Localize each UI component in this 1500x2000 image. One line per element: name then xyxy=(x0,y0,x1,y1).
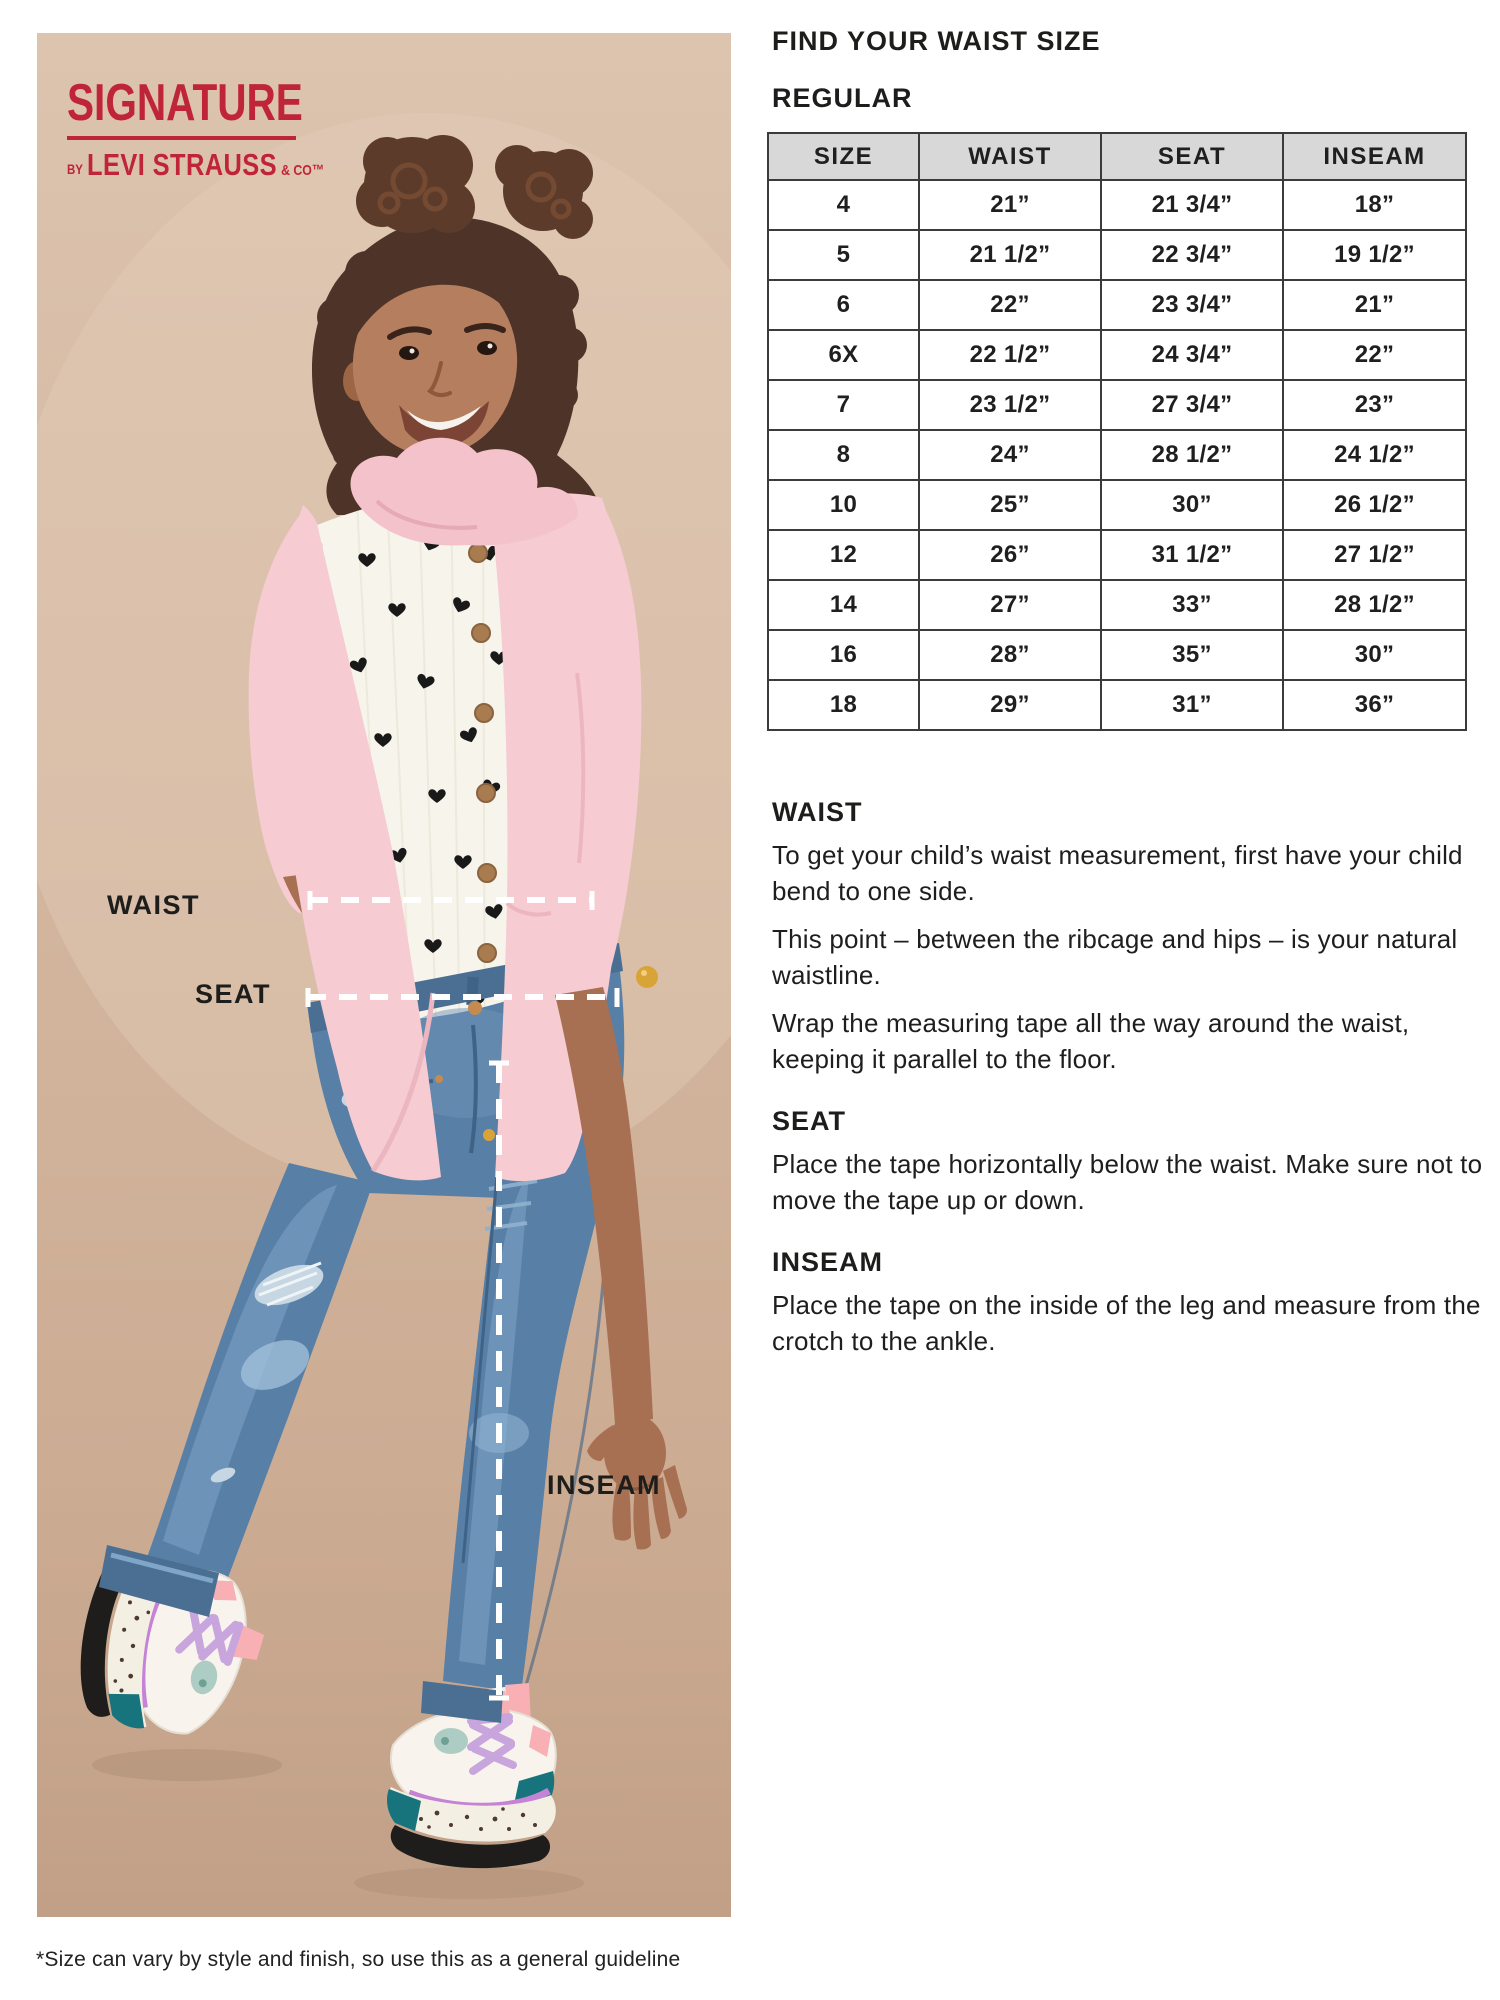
waist-section-title: WAIST xyxy=(772,797,863,827)
waist-cell: 22” xyxy=(919,280,1101,330)
inseam-cell: 24 1/2” xyxy=(1283,430,1466,480)
fit-subtitle: REGULAR xyxy=(772,83,913,113)
inseam-cell: 27 1/2” xyxy=(1283,530,1466,580)
waist-cell: 22 1/2” xyxy=(919,330,1101,380)
size-cell: 6 xyxy=(768,280,919,330)
size-cell: 7 xyxy=(768,380,919,430)
table-row xyxy=(768,330,1466,380)
waist-cell: 24” xyxy=(919,430,1101,480)
seat-cell: 22 3/4” xyxy=(1101,230,1283,280)
size-cell: 16 xyxy=(768,630,919,680)
table-row xyxy=(768,380,1466,430)
model-photo-panel xyxy=(37,33,731,1917)
inseam-cell: 30” xyxy=(1283,630,1466,680)
logo-co-text: & CO™ xyxy=(281,162,325,179)
inseam-cell: 28 1/2” xyxy=(1283,580,1466,630)
size-cell: 6X xyxy=(768,330,919,380)
size-cell: 5 xyxy=(768,230,919,280)
seat-measure-label: SEAT xyxy=(195,979,272,1009)
waist-measure-label: WAIST xyxy=(107,890,200,920)
waist-cell: 21” xyxy=(919,180,1101,230)
column-header-seat: SEAT xyxy=(1101,133,1283,180)
inseam-cell: 36” xyxy=(1283,680,1466,730)
seat-cell: 31” xyxy=(1101,680,1283,730)
table-row xyxy=(768,180,1466,230)
girl-photo-illustration xyxy=(37,33,731,1917)
table-row xyxy=(768,430,1466,480)
page-title: FIND YOUR WAIST SIZE xyxy=(772,26,1101,56)
waist-cell: 23 1/2” xyxy=(919,380,1101,430)
waist-cell: 21 1/2” xyxy=(919,230,1101,280)
inseam-cell: 21” xyxy=(1283,280,1466,330)
table-row xyxy=(768,580,1466,630)
inseam-section-title: INSEAM xyxy=(772,1247,884,1277)
waist-paragraph-1: To get your child’s waist measurement, first have your child bend to one side. xyxy=(772,840,1463,906)
size-chart-table xyxy=(767,132,1467,731)
table-header-row xyxy=(768,133,1466,180)
logo-brand-text: SIGNATURE xyxy=(67,74,303,132)
waist-cell: 28” xyxy=(919,630,1101,680)
column-header-size: SIZE xyxy=(768,133,919,180)
seat-cell: 23 3/4” xyxy=(1101,280,1283,330)
inseam-cell: 22” xyxy=(1283,330,1466,380)
inseam-measure-label: INSEAM xyxy=(547,1470,662,1500)
table-row xyxy=(768,630,1466,680)
seat-cell: 31 1/2” xyxy=(1101,530,1283,580)
waist-paragraph-2: This point – between the ribcage and hips – is your natural waistline. xyxy=(772,924,1458,990)
size-cell: 10 xyxy=(768,480,919,530)
table-row xyxy=(768,530,1466,580)
inseam-cell: 23” xyxy=(1283,380,1466,430)
inseam-cell: 19 1/2” xyxy=(1283,230,1466,280)
seat-cell: 21 3/4” xyxy=(1101,180,1283,230)
logo-underline xyxy=(67,136,296,140)
measurement-instructions xyxy=(772,798,1486,1371)
waist-cell: 25” xyxy=(919,480,1101,530)
table-row xyxy=(768,280,1466,330)
column-header-waist: WAIST xyxy=(919,133,1101,180)
seat-cell: 27 3/4” xyxy=(1101,380,1283,430)
logo-name-text: LEVI STRAUSS xyxy=(87,147,278,182)
table-row xyxy=(768,480,1466,530)
inseam-cell: 18” xyxy=(1283,180,1466,230)
size-cell: 12 xyxy=(768,530,919,580)
column-header-inseam: INSEAM xyxy=(1283,133,1466,180)
size-disclaimer-footnote: *Size can vary by style and finish, so use this as a general guideline xyxy=(36,1948,681,1971)
seat-cell: 28 1/2” xyxy=(1101,430,1283,480)
size-cell: 14 xyxy=(768,580,919,630)
seat-paragraph: Place the tape horizontally below the waist. Make sure not to move the tape up or down. xyxy=(772,1149,1483,1215)
inseam-paragraph: Place the tape on the inside of the leg and measure from the crotch to the ankle. xyxy=(772,1290,1481,1356)
seat-cell: 30” xyxy=(1101,480,1283,530)
inseam-cell: 26 1/2” xyxy=(1283,480,1466,530)
waist-cell: 26” xyxy=(919,530,1101,580)
size-cell: 4 xyxy=(768,180,919,230)
seat-cell: 24 3/4” xyxy=(1101,330,1283,380)
signature-levi-strauss-logo xyxy=(67,74,381,182)
table-row xyxy=(768,230,1466,280)
logo-by-text: BY xyxy=(67,161,83,177)
waist-paragraph-3: Wrap the measuring tape all the way around the waist, keeping it parallel to the floor. xyxy=(772,1008,1410,1074)
size-cell: 8 xyxy=(768,430,919,480)
size-cell: 18 xyxy=(768,680,919,730)
seat-cell: 35” xyxy=(1101,630,1283,680)
seat-cell: 33” xyxy=(1101,580,1283,630)
seat-section-title: SEAT xyxy=(772,1106,847,1136)
table-row xyxy=(768,680,1466,730)
waist-cell: 27” xyxy=(919,580,1101,630)
waist-cell: 29” xyxy=(919,680,1101,730)
